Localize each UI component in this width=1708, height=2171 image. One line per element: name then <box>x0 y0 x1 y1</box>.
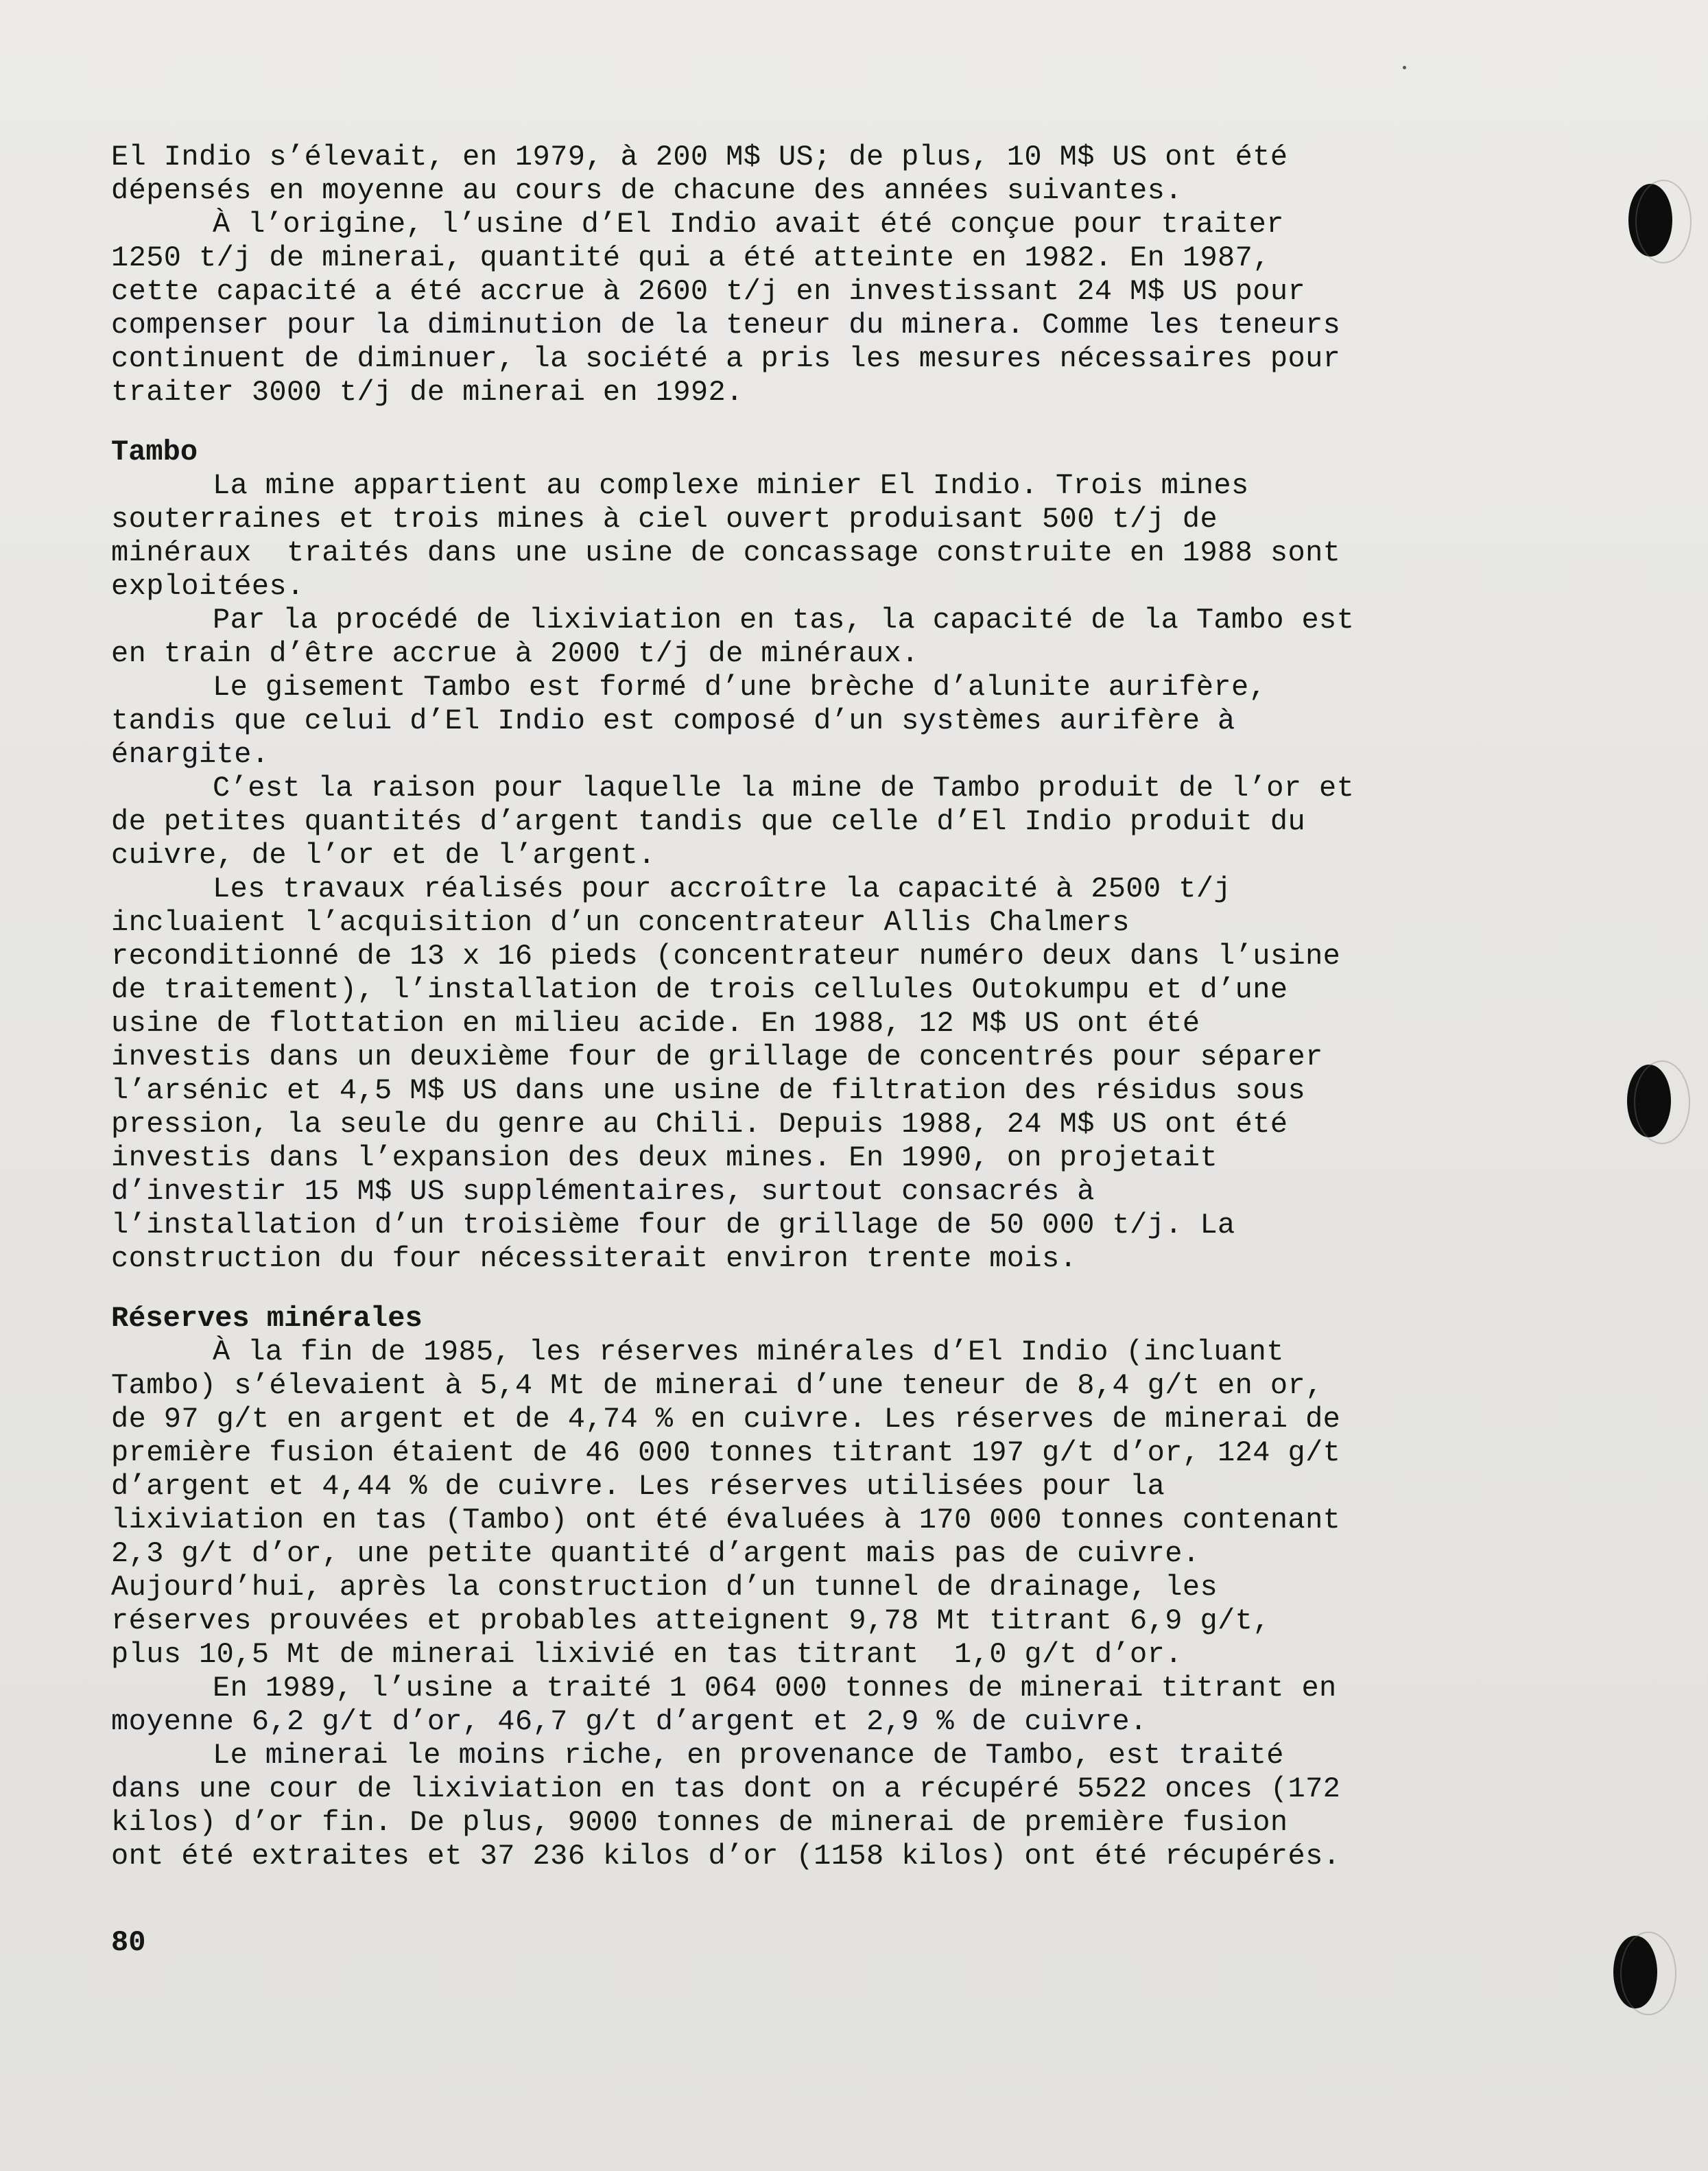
punch-hole-middle <box>1627 1065 1671 1137</box>
punch-hole-top <box>1628 184 1672 257</box>
text-line: d’investir 15 M$ US supplémentaires, surtout consacrés à <box>111 1175 1095 1208</box>
paragraph <box>111 772 1558 873</box>
text-line: 1250 t/j de minerai, quantité qui a été atteinte en 1982. En 1987, <box>111 241 1270 274</box>
paragraph <box>111 1672 1558 1739</box>
paragraph <box>111 604 1558 671</box>
paragraph <box>111 873 1558 1276</box>
text-line: Le gisement Tambo est formé d’une brèche d’alunite aurifère, <box>213 671 1267 704</box>
text-line: 2,3 g/t d’or, une petite quantité d’argent mais pas de cuivre. <box>111 1537 1200 1570</box>
text-line: construction du four nécessiterait environ trente mois. <box>111 1242 1078 1275</box>
text-line: de petites quantités d’argent tandis que celle d’El Indio produit du <box>111 805 1306 838</box>
text-line: en train d’être accrue à 2000 t/j de minéraux. <box>111 637 919 670</box>
text-line: En 1989, l’usine a traité 1 064 000 tonnes de minerai titrant en <box>213 1672 1337 1705</box>
text-line: C’est la raison pour laquelle la mine de Tambo produit de l’or et <box>213 772 1355 805</box>
text-line: Le minerai le moins riche, en provenance de Tambo, est traité <box>213 1739 1284 1772</box>
text-line: d’argent et 4,44 % de cuivre. Les réserves utilisées pour la <box>111 1470 1165 1503</box>
text-line: l’arsénic et 4,5 M$ US dans une usine de filtration des résidus sous <box>111 1074 1306 1107</box>
section-heading: Tambo <box>111 436 198 468</box>
text-line: À l’origine, l’usine d’El Indio avait été conçue pour traiter <box>213 208 1284 241</box>
text-line: investis dans un deuxième four de grillage de concentrés pour séparer <box>111 1041 1323 1073</box>
document-body <box>111 141 1558 1873</box>
text-line: À la fin de 1985, les réserves minérales d’El Indio (incluant <box>213 1336 1284 1368</box>
text-line: de traitement), l’installation de trois cellules Outokumpu et d’une <box>111 973 1288 1006</box>
text-line: première fusion étaient de 46 000 tonnes titrant 197 g/t d’or, 124 g/t <box>111 1436 1341 1469</box>
text-line: dans une cour de lixiviation en tas dont on a récupéré 5522 onces (172 <box>111 1772 1341 1805</box>
paragraph <box>111 671 1558 772</box>
punch-hole-bottom <box>1613 1936 1657 2008</box>
text-line: cuivre, de l’or et de l’argent. <box>111 839 656 872</box>
text-line: El Indio s’élevait, en 1979, à 200 M$ US; de plus, 10 M$ US ont été <box>111 141 1288 174</box>
text-line: investis dans l’expansion des deux mines. En 1990, on projetait <box>111 1141 1218 1174</box>
text-line: kilos) d’or fin. De plus, 9000 tonnes de minerai de première fusion <box>111 1806 1288 1839</box>
section-heading: Réserves minérales <box>111 1302 423 1335</box>
text-line: Par la procédé de lixiviation en tas, la capacité de la Tambo est <box>213 604 1355 637</box>
paragraph <box>111 1336 1558 1672</box>
text-line: dépensés en moyenne au cours de chacune des années suivantes. <box>111 174 1183 207</box>
text-line: continuent de diminuer, la société a pris les mesures nécessaires pour <box>111 342 1341 375</box>
text-line: cette capacité a été accrue à 2600 t/j en investissant 24 M$ US pour <box>111 275 1306 308</box>
section-gap <box>111 1276 1558 1302</box>
paragraph <box>111 469 1558 604</box>
paper-speck <box>1403 66 1406 69</box>
text-line: pression, la seule du genre au Chili. Depuis 1988, 24 M$ US ont été <box>111 1108 1288 1141</box>
text-line: lixiviation en tas (Tambo) ont été évaluées à 170 000 tonnes contenant <box>111 1504 1341 1537</box>
text-line: traiter 3000 t/j de minerai en 1992. <box>111 376 744 409</box>
text-line: ont été extraites et 37 236 kilos d’or (1158 kilos) ont été récupérés. <box>111 1840 1341 1873</box>
text-line: Tambo) s’élevaient à 5,4 Mt de minerai d’une teneur de 8,4 g/t en or, <box>111 1369 1323 1402</box>
text-line: Aujourd’hui, après la construction d’un tunnel de drainage, les <box>111 1571 1218 1604</box>
text-line: énargite. <box>111 738 270 771</box>
text-line: minéraux traités dans une usine de concassage construite en 1988 sont <box>111 536 1341 569</box>
text-line: incluaient l’acquisition d’un concentrateur Allis Chalmers <box>111 906 1130 939</box>
text-line: plus 10,5 Mt de minerai lixivié en tas titrant 1,0 g/t d’or. <box>111 1638 1183 1671</box>
text-line: de 97 g/t en argent et de 4,74 % en cuivre. Les réserves de minerai de <box>111 1403 1341 1436</box>
paragraph <box>111 141 1558 208</box>
text-line: souterraines et trois mines à ciel ouvert produisant 500 t/j de <box>111 503 1218 536</box>
text-line: La mine appartient au complexe minier El Indio. Trois mines <box>213 469 1249 502</box>
text-line: exploitées. <box>111 570 305 603</box>
text-line: réserves prouvées et probables atteignent 9,78 Mt titrant 6,9 g/t, <box>111 1604 1270 1637</box>
text-line: l’installation d’un troisième four de grillage de 50 000 t/j. La <box>111 1209 1235 1242</box>
paragraph <box>111 208 1558 410</box>
text-line: tandis que celui d’El Indio est composé d’un systèmes aurifère à <box>111 704 1235 737</box>
text-line: Les travaux réalisés pour accroître la capacité à 2500 t/j <box>213 873 1232 905</box>
paragraph <box>111 1739 1558 1873</box>
page-number: 80 <box>111 1926 146 1959</box>
text-line: usine de flottation en milieu acide. En 1988, 12 M$ US ont été <box>111 1007 1200 1040</box>
text-line: moyenne 6,2 g/t d’or, 46,7 g/t d’argent et 2,9 % de cuivre. <box>111 1705 1148 1738</box>
section-gap <box>111 410 1558 436</box>
text-line: reconditionné de 13 x 16 pieds (concentrateur numéro deux dans l’usine <box>111 940 1341 973</box>
text-line: compenser pour la diminution de la teneur du minera. Comme les teneurs <box>111 309 1341 342</box>
